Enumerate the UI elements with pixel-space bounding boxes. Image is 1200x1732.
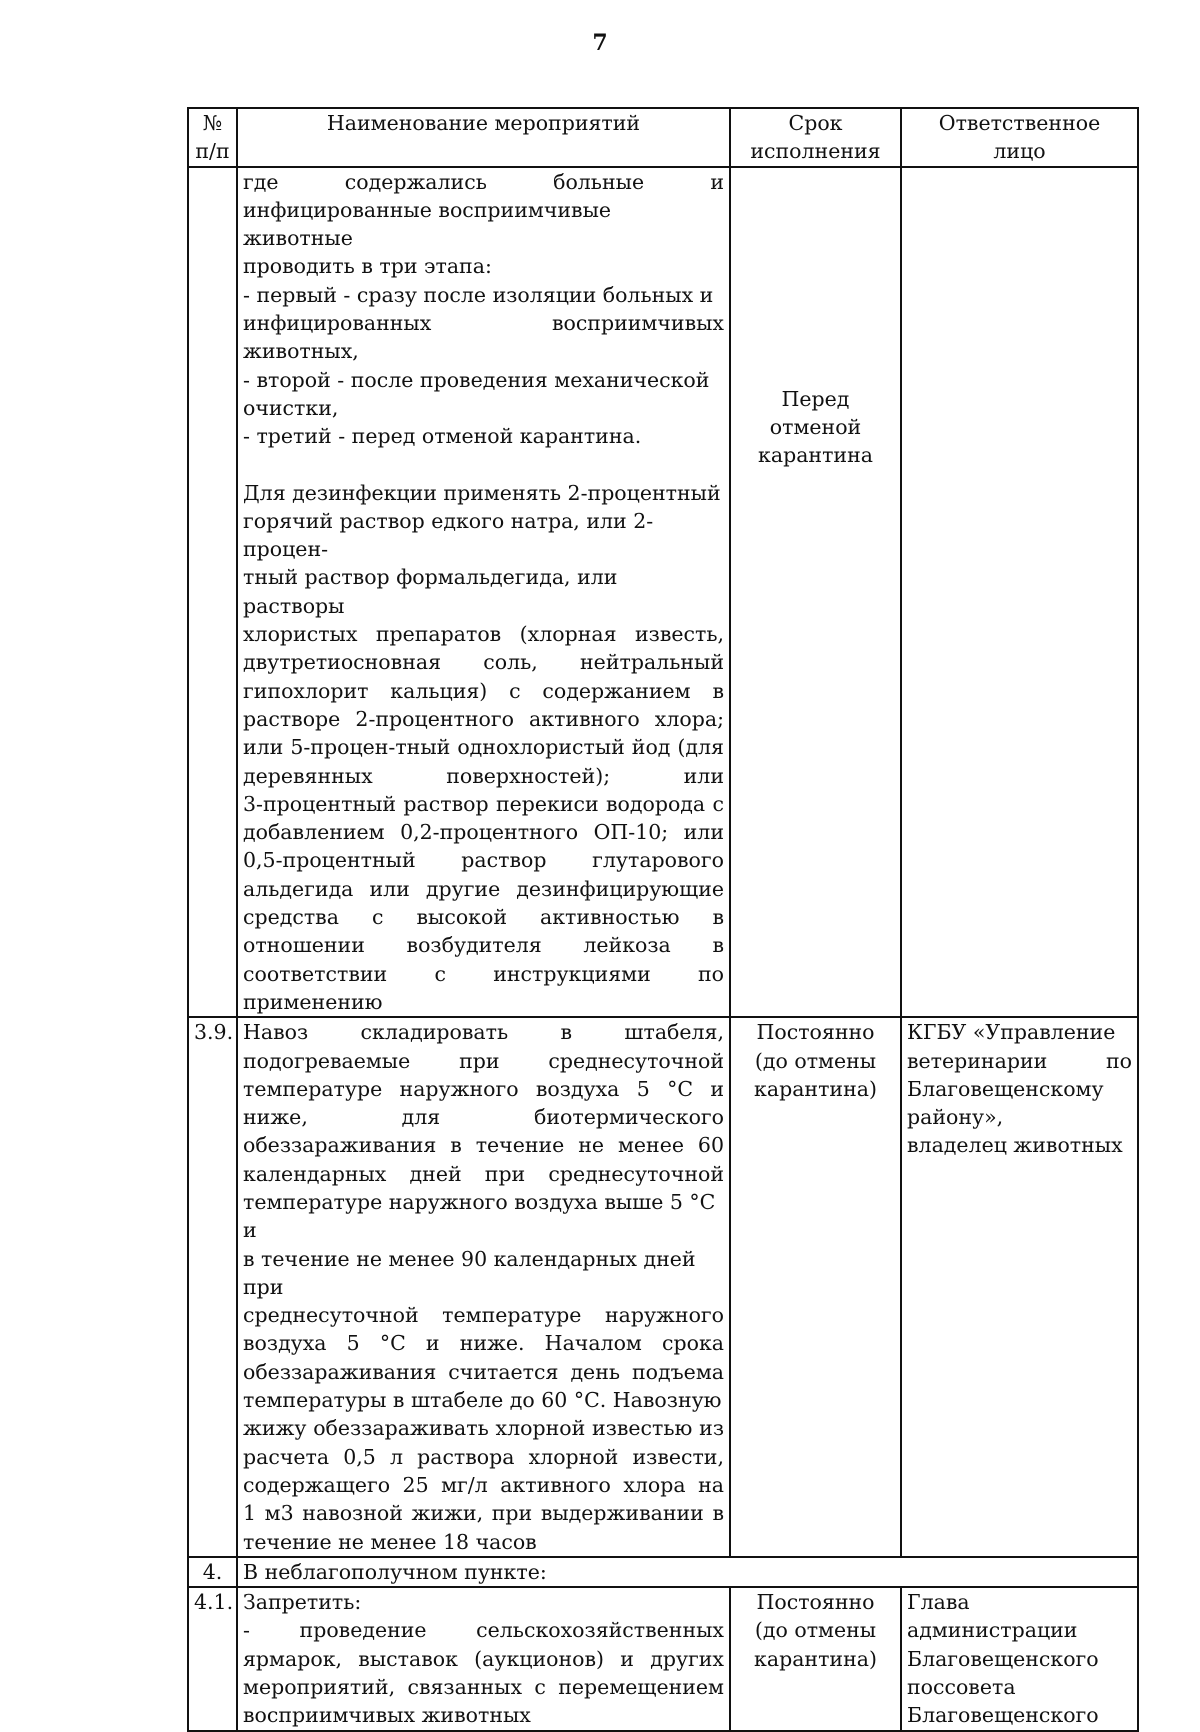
table-row-continued [188,167,1138,1018]
text-line: применению [243,989,383,1014]
text-line: содержащего 25 мг/л активного хлора на [243,1472,724,1497]
term-line: отменой [769,414,862,439]
text-line: хлористых препаратов (хлорная известь, [243,622,724,647]
text-line: 3-процентный раствор перекиси водорода с [243,791,724,816]
text-line: температуре наружного воздуха выше 5 °С и [243,1189,716,1243]
row-3-9-term [730,1017,901,1557]
table-row-4 [188,1557,1138,1587]
text-line: среднесуточной температуре наружного [243,1303,724,1328]
text-line: в течение не менее 90 календарных дней при [243,1246,696,1299]
text-line: восприимчивых животных [243,1703,531,1728]
row-cont-responsible [901,167,1138,1018]
responsible-line: Благовещенского [907,1646,1099,1671]
paragraph-gap [243,451,724,479]
text-line: двутретиосновная соль, нейтральный [243,650,724,675]
text-line: деревянных поверхностей); или [243,763,724,788]
header-name [237,108,730,167]
header-num-line: № [202,111,223,135]
text-line: или 5-процен-тный однохлористый йод (для [243,735,724,760]
term-line: карантина [758,443,873,468]
term-line: Постоянно [756,1020,875,1045]
text-line: подогреваемые при среднесуточной [243,1048,724,1073]
text-line: обеззараживания в течение не менее 60 [243,1133,724,1158]
row-3-9-responsible [901,1017,1138,1557]
header-responsible [901,108,1138,167]
text-line: - третий - перед отменой карантина. [243,424,642,449]
text-line: 1 м3 навозной жижи, при выдерживании в [243,1501,724,1526]
text-line: средства с высокой активностью в [243,905,724,930]
responsible-line: администрации [907,1618,1078,1643]
responsible-line: владелец животных [907,1133,1123,1158]
header-term-line: исполнения [750,139,881,164]
text-line: - первый - сразу после изоляции больных и [243,282,714,307]
text-line: течение не менее 18 часов [243,1529,537,1554]
header-term [730,108,901,167]
header-term-line: Срок [788,111,843,135]
header-num-line: п/п [195,139,230,164]
text-line: соответствии с инструкциями по [243,961,724,986]
row-4-1-num: 4.1. [188,1587,237,1730]
text-line: обеззараживания считается день подъема [243,1359,724,1384]
header-name-label: Наименование мероприятий [326,111,641,135]
row-cont-name [237,167,730,1018]
text-line: инфицированные восприимчивые животные [243,197,612,251]
text-line: ниже, для биотермического [243,1105,724,1130]
term-line: карантина) [754,1076,877,1101]
text-line: добавлением 0,2-процентного ОП-10; или [243,820,724,845]
text-line: где содержались больные и [243,169,724,194]
text-line: мероприятий, связанных с перемещением [243,1675,724,1700]
table-header-row [188,108,1138,167]
responsible-line: району», [907,1105,1004,1130]
row-4-1-name [237,1587,730,1730]
table-row-4-1 [188,1587,1138,1730]
header-responsible-line: Ответственное [938,111,1101,135]
text-line: 0,5-процентный раствор глутарового [243,848,724,873]
term-line: Постоянно [756,1590,875,1615]
text-line: инфицированных восприимчивых [243,311,724,336]
row-cont-term [730,167,901,1018]
text-line: тный раствор формальдегида, или растворы [243,565,618,618]
text-line: альдегида или другие дезинфицирующие [243,876,724,901]
text-line: воздуха 5 °С и ниже. Началом срока [243,1331,724,1356]
text-line: очистки, [243,395,339,420]
responsible-line: Благовещенскому [907,1076,1104,1101]
text-line: жижу обеззараживать хлорной известью из [243,1416,724,1441]
header-responsible-line: лицо [993,139,1046,164]
row-4-title: В неблагополучном пункте: [237,1557,1138,1587]
text-line: горячий раствор едкого натра, или 2-процен- [243,508,654,562]
responsible-line: Глава [907,1590,970,1615]
text-line: растворе 2-процентного активного хлора; [243,706,724,731]
text-line: гипохлорит кальция) с содержанием в [243,678,724,703]
row-4-num: 4. [188,1557,237,1587]
term-offset [736,168,895,385]
text-line: проводить в три этапа: [243,254,492,279]
term-line: Перед [781,386,850,411]
term-line: (до отмены [754,1048,877,1073]
responsible-line: КГБУ «Управление [907,1020,1116,1045]
text-line: - проведение сельскохозяйственных [243,1618,724,1643]
responsible-line: ветеринарии по [907,1048,1132,1073]
responsible-line: Благовещенского [907,1703,1099,1728]
text-line: Для дезинфекции применять 2-процентный [243,480,721,505]
text-line: календарных дней при среднесуточной [243,1161,724,1186]
page-number: 7 [592,30,608,56]
responsible-line: поссовета [907,1675,1016,1700]
text-line: животных, [243,339,359,364]
text-line: - второй - после проведения механической [243,367,710,392]
term-line: (до отмены [754,1618,877,1643]
header-num [188,108,237,167]
row-3-9-num: 3.9. [188,1017,237,1557]
row-3-9-name [237,1017,730,1557]
text-line: ярмарок, выставок (аукционов) и других [243,1646,724,1671]
text-line: Запретить: [243,1590,362,1615]
text-line: отношении возбудителя лейкоза в [243,933,724,958]
term-line: карантина) [754,1646,877,1671]
row-4-1-term [730,1587,901,1730]
text-line: расчета 0,5 л раствора хлорной извести, [243,1444,724,1469]
text-line: Навоз складировать в штабеля, [243,1020,724,1045]
measures-table [187,107,1139,1732]
text-line: температуры в штабеле до 60 °С. Навозную [243,1388,722,1413]
table-row-3-9 [188,1017,1138,1557]
text-line: температуре наружного воздуха 5 °С и [243,1076,724,1101]
row-4-1-responsible [901,1587,1138,1730]
row-cont-num [188,167,237,1018]
